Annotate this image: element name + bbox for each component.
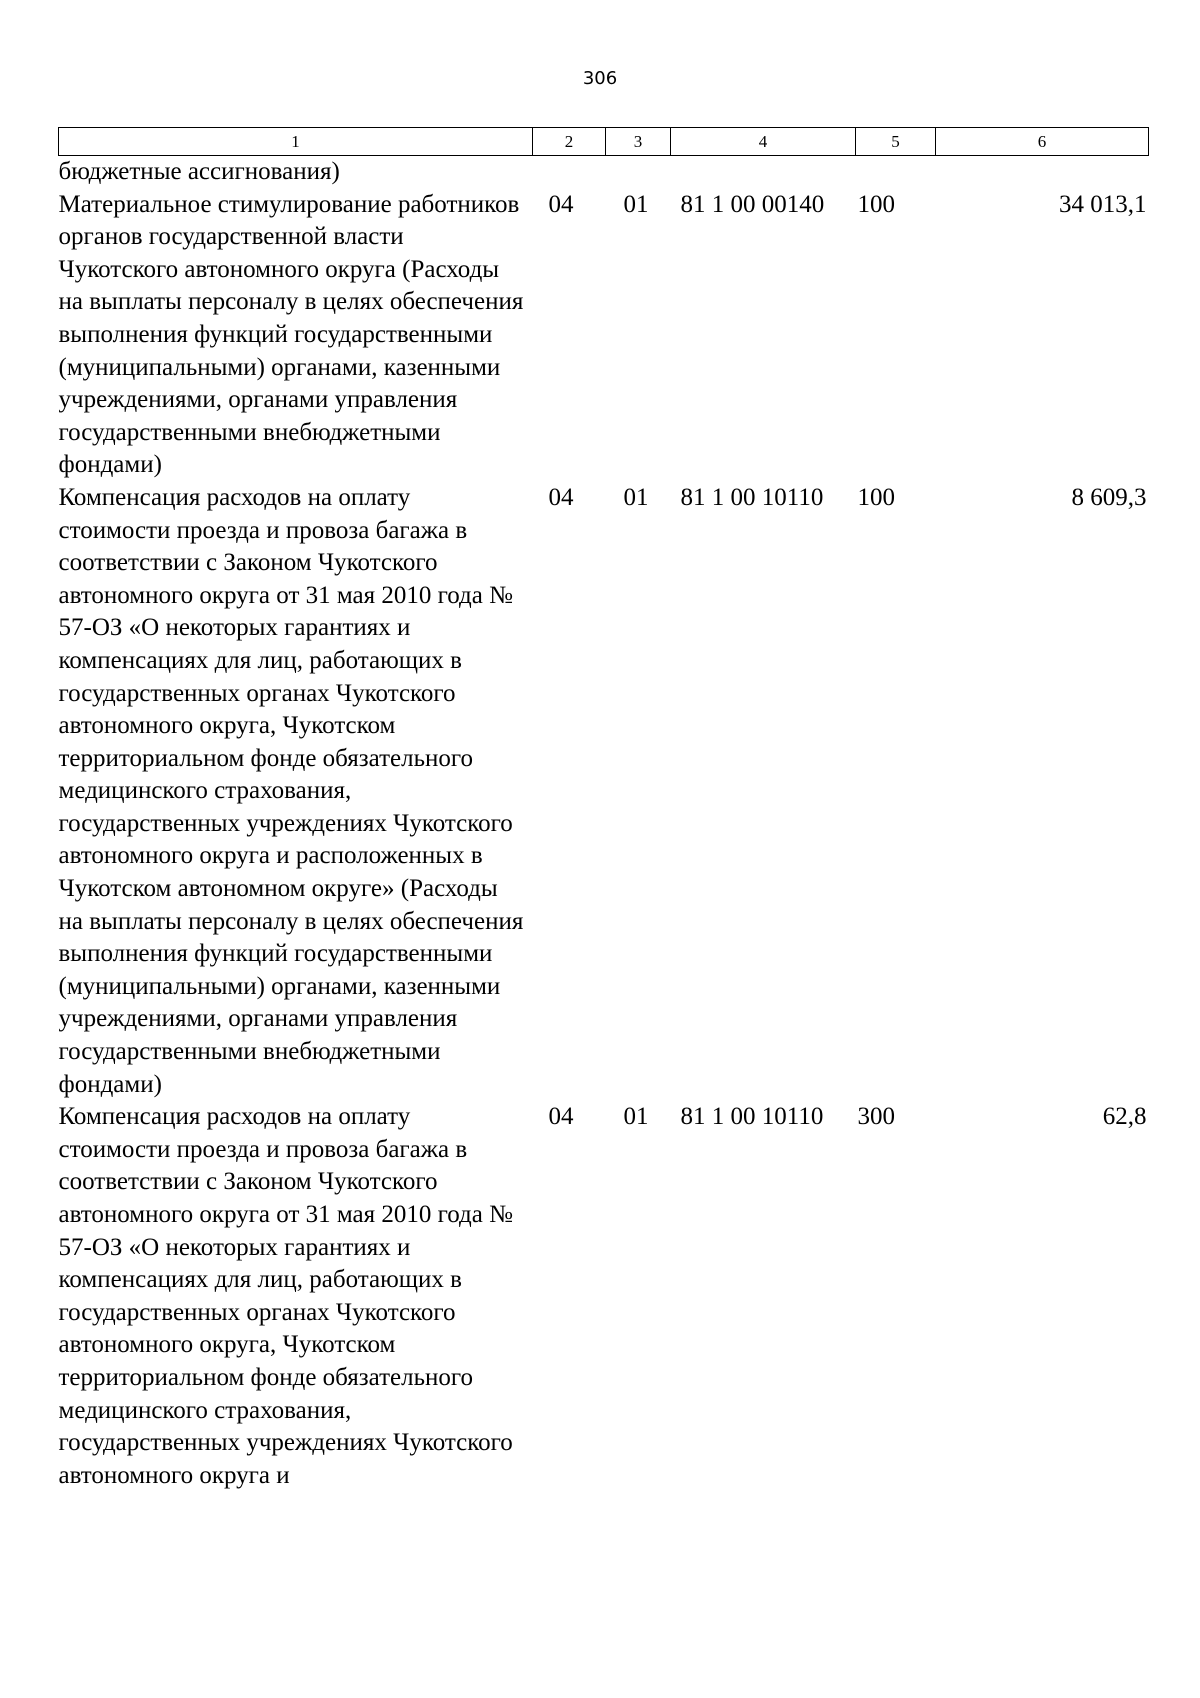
- row-amount: [936, 156, 1149, 189]
- table-header: [59, 128, 1149, 156]
- row-target-code: 81 1 00 10110: [680, 1103, 824, 1131]
- row-subsection: [606, 156, 671, 189]
- row-description: бюджетные ассигнования): [58, 158, 340, 185]
- row-target-code: [671, 156, 856, 189]
- table-row: [59, 189, 1149, 482]
- row-section: 04: [548, 190, 574, 218]
- row-amount: 34 013,1: [1059, 190, 1147, 218]
- row-expense-type: 100: [857, 483, 895, 511]
- page-number: 306: [582, 68, 618, 89]
- row-expense-type: 100: [857, 190, 895, 218]
- row-amount: 8 609,3: [1071, 483, 1147, 511]
- row-subsection: 01: [623, 483, 649, 511]
- table-body: [59, 156, 1149, 1493]
- table-row: [59, 1101, 1149, 1492]
- row-section: [533, 156, 606, 189]
- row-subsection: 01: [623, 190, 649, 218]
- header-row: [59, 128, 1149, 156]
- column-header-2: 2: [533, 128, 606, 156]
- row-section: 04: [548, 1103, 574, 1131]
- row-amount: 62,8: [1102, 1103, 1147, 1131]
- column-header-6: 6: [936, 128, 1149, 156]
- row-expense-type: 300: [857, 1103, 895, 1131]
- row-description: Компенсация расходов на оплату стоимости проезда и провоза багажа в соответствии с Законом Чукотского автономного округа от 31 мая 2010 года № 57-ОЗ «О некоторых гарантиях и компенсациях для лиц, работающих в государственных органах Чукотского автономного округа, Чукотском территориальном фонде обязательного медицинского страхования, государственных учреждениях Чукотского автономного округа и: [58, 1103, 513, 1489]
- row-description: Материальное стимулирование работников органов государственной власти Чукотского автономного округа (Расходы на выплаты персоналу в целях обеспечения выполнения функций государственными (муниципальными) органами, казенными учреждениями, органами управления государственными внебюджетными фондами): [58, 190, 524, 479]
- row-section: 04: [548, 483, 574, 511]
- row-expense-type: [856, 156, 936, 189]
- column-header-4: 4: [671, 128, 856, 156]
- column-header-5: 5: [856, 128, 936, 156]
- row-subsection: 01: [623, 1103, 649, 1131]
- table-row: [59, 156, 1149, 189]
- row-description: Компенсация расходов на оплату стоимости проезда и провоза багажа в соответствии с Законом Чукотского автономного округа от 31 мая 2010 года № 57-ОЗ «О некоторых гарантиях и компенсациях для лиц, работающих в государственных органах Чукотского автономного округа, Чукотском территориальном фонде обязательного медицинского страхования, государственных учреждениях Чукотского автономного округа и расположенных в Чукотском автономном округе» (Расходы на выплаты персоналу в целях обеспечения выполнения функций государственными (муниципальными) органами, казенными учреждениями, органами управления государственными внебюджетными фондами): [58, 483, 524, 1098]
- column-header-1: 1: [59, 128, 533, 156]
- row-target-code: 81 1 00 00140: [680, 190, 825, 218]
- row-target-code: 81 1 00 10110: [680, 483, 824, 511]
- table-row: [59, 482, 1149, 1101]
- budget-table: [58, 127, 1149, 1492]
- column-header-3: 3: [606, 128, 671, 156]
